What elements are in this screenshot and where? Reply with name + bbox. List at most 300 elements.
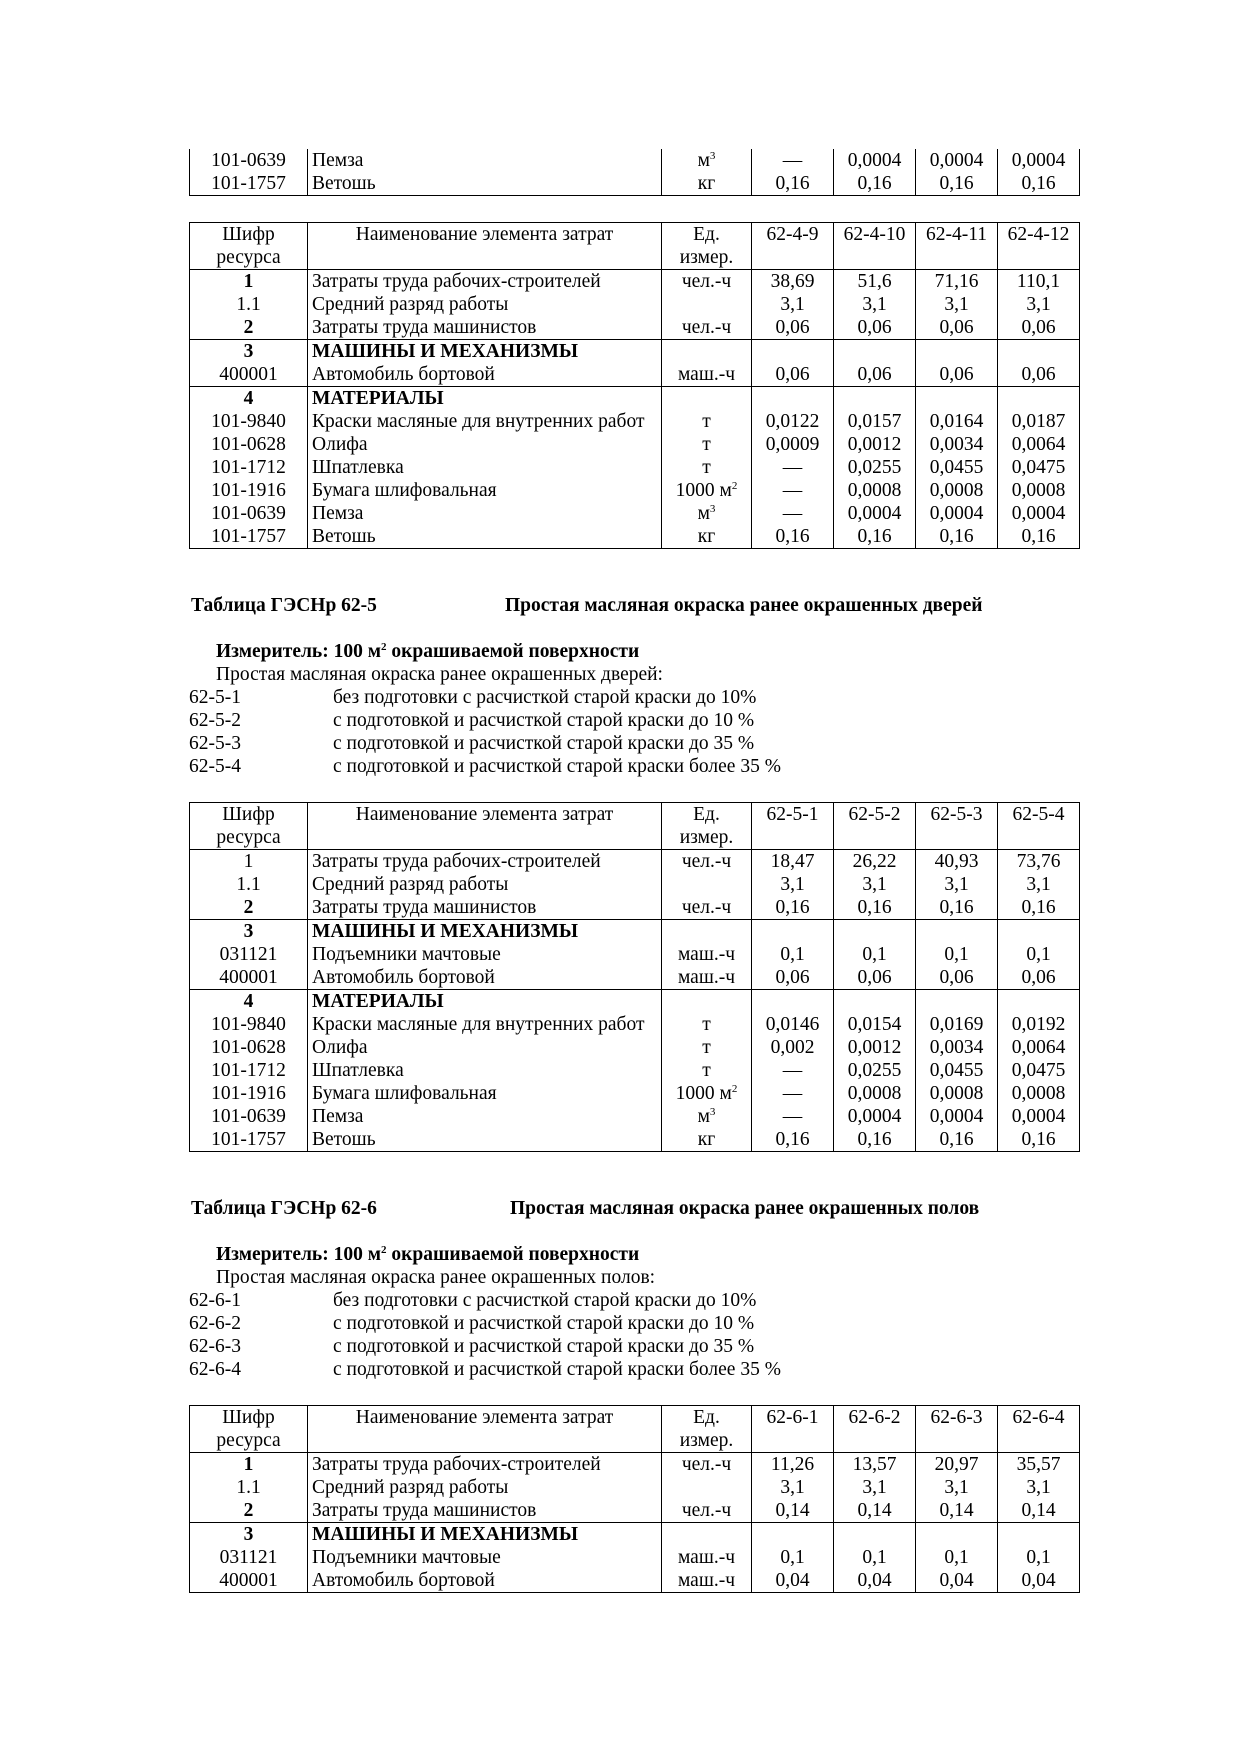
norm-value: 51,6 <box>834 270 916 294</box>
norm-value: 0,16 <box>752 525 834 549</box>
item-code: 62-6-3 <box>189 1336 241 1357</box>
empty-cell <box>834 920 916 944</box>
header-code <box>190 223 308 270</box>
cost-element-name: Средний разряд работы <box>308 1476 662 1499</box>
header-column-code: 62-4-9 <box>752 223 834 270</box>
norm-value: 0,16 <box>998 525 1080 549</box>
list-item <box>189 732 781 755</box>
norm-value: 0,0187 <box>998 410 1080 433</box>
table-row <box>190 149 1080 172</box>
item-text: без подготовки с расчисткой старой краски до 10% <box>333 1290 757 1311</box>
resource-code: 400001 <box>190 363 308 387</box>
norm-value: 3,1 <box>998 293 1080 316</box>
unit-text: чел.-ч <box>681 317 732 338</box>
norm-value: 0,0008 <box>834 479 916 502</box>
item-code: 62-6-4 <box>189 1359 241 1380</box>
cost-element-name: Шпатлевка <box>308 456 662 479</box>
norm-value: 38,69 <box>752 270 834 294</box>
cost-element-name: Пемза <box>308 1105 662 1128</box>
unit-cell <box>662 966 752 990</box>
unit-text: т <box>702 1037 711 1058</box>
norm-value: 0,06 <box>752 363 834 387</box>
header-column-code: 62-4-10 <box>834 223 916 270</box>
resource-code: 400001 <box>190 1569 308 1593</box>
resource-code: 3 <box>190 920 308 944</box>
empty-cell <box>662 1523 752 1547</box>
norm-value: 0,16 <box>916 525 998 549</box>
unit-text: маш.-ч <box>677 944 736 965</box>
unit-text: чел.-ч <box>681 1454 732 1475</box>
intro-62-5: Простая масляная окраска ранее окрашенных дверей: <box>216 664 663 685</box>
section-row <box>190 1523 1080 1547</box>
norm-value: 0,0004 <box>998 1105 1080 1128</box>
unit-cell <box>662 433 752 456</box>
norm-value: 0,16 <box>752 896 834 920</box>
norm-value: 0,06 <box>916 363 998 387</box>
cost-element-name: Средний разряд работы <box>308 873 662 896</box>
empty-cell <box>662 387 752 411</box>
resource-code: 2 <box>190 1499 308 1523</box>
empty-cell <box>662 340 752 364</box>
norm-value: 0,0475 <box>998 1059 1080 1082</box>
resource-code: 2 <box>190 316 308 340</box>
norm-value: 20,97 <box>916 1453 998 1477</box>
norm-value: 0,0064 <box>998 433 1080 456</box>
empty-cell <box>834 990 916 1014</box>
meter-sup: 2 <box>381 1244 387 1256</box>
norm-value: 3,1 <box>916 873 998 896</box>
meter-suffix: окрашиваемой поверхности <box>386 1244 640 1265</box>
norm-value: 0,0008 <box>998 479 1080 502</box>
cost-element-name: Затраты труда машинистов <box>308 316 662 340</box>
table-62-6-body <box>190 1406 1080 1593</box>
unit-cell <box>662 1128 752 1152</box>
unit-text: чел.-ч <box>681 851 732 872</box>
norm-value: 0,06 <box>834 363 916 387</box>
norm-value: 3,1 <box>752 1476 834 1499</box>
table-row <box>190 270 1080 294</box>
resource-code: 031121 <box>190 943 308 966</box>
norm-value: 13,57 <box>834 1453 916 1477</box>
norm-value: 0,06 <box>916 316 998 340</box>
norm-value: 0,1 <box>916 1546 998 1569</box>
table-row <box>190 433 1080 456</box>
table-row <box>190 1453 1080 1477</box>
norm-value: 0,06 <box>834 316 916 340</box>
empty-cell <box>834 1523 916 1547</box>
table-62-5-body <box>190 803 1080 1152</box>
resource-code: 101-0639 <box>190 149 308 172</box>
norm-value: 0,0008 <box>916 1082 998 1105</box>
empty-cell <box>998 1523 1080 1547</box>
norm-value: 0,16 <box>916 1128 998 1152</box>
cost-element-name: Ветошь <box>308 525 662 549</box>
list-item <box>189 1312 781 1335</box>
unit-text: чел.-ч <box>681 897 732 918</box>
items-62-5 <box>189 686 781 778</box>
unit-exponent: 2 <box>731 1083 738 1095</box>
section-row <box>190 920 1080 944</box>
resource-code: 101-9840 <box>190 410 308 433</box>
unit-exponent: 2 <box>731 480 738 492</box>
unit-text: маш.-ч <box>677 1570 736 1591</box>
norm-value: 0,1 <box>752 1546 834 1569</box>
unit-cell <box>662 1499 752 1523</box>
table-row <box>190 1128 1080 1152</box>
cost-element-name: Ветошь <box>308 172 662 196</box>
table-row <box>190 525 1080 549</box>
meter-62-6 <box>216 1243 639 1266</box>
norm-value: 0,06 <box>998 966 1080 990</box>
header-column-code: 62-6-1 <box>752 1406 834 1453</box>
table-row <box>190 410 1080 433</box>
resource-code: 1.1 <box>190 873 308 896</box>
table-row <box>190 1105 1080 1128</box>
unit-text: т <box>702 434 711 455</box>
resource-code: 4 <box>190 990 308 1014</box>
cost-element-name: Бумага шлифовальная <box>308 1082 662 1105</box>
norm-value: 0,0157 <box>834 410 916 433</box>
norm-value: 3,1 <box>998 1476 1080 1499</box>
norm-value: 0,06 <box>752 966 834 990</box>
norm-value: 35,57 <box>998 1453 1080 1477</box>
cost-element-name: Автомобиль бортовой <box>308 966 662 990</box>
unit-cell <box>662 410 752 433</box>
norm-value: 0,0455 <box>916 1059 998 1082</box>
norm-value: — <box>752 502 834 525</box>
norm-value: 0,0455 <box>916 456 998 479</box>
norm-value: 0,0004 <box>916 502 998 525</box>
norm-value: 0,16 <box>998 896 1080 920</box>
norm-value: 0,0475 <box>998 456 1080 479</box>
norm-value: 0,0004 <box>998 502 1080 525</box>
items-62-6 <box>189 1289 781 1381</box>
unit-text: кг <box>697 1129 716 1150</box>
cost-element-name: Олифа <box>308 433 662 456</box>
section-row <box>190 340 1080 364</box>
norm-value: 0,04 <box>916 1569 998 1593</box>
table-row <box>190 1013 1080 1036</box>
section-name: МАТЕРИАЛЫ <box>308 990 662 1014</box>
norm-value: 110,1 <box>998 270 1080 294</box>
table-row <box>190 1476 1080 1499</box>
cost-element-name: Средний разряд работы <box>308 293 662 316</box>
unit-text: 1000 м <box>675 480 732 501</box>
norm-value: 0,14 <box>752 1499 834 1523</box>
empty-cell <box>752 1523 834 1547</box>
norm-value: 18,47 <box>752 850 834 874</box>
header-column-code: 62-6-2 <box>834 1406 916 1453</box>
norm-value: — <box>752 149 834 172</box>
list-item <box>189 1289 781 1312</box>
unit-cell <box>662 1082 752 1105</box>
norm-value: 0,0004 <box>916 1105 998 1128</box>
norm-value: 0,0034 <box>916 433 998 456</box>
meter-sup: 2 <box>381 641 387 653</box>
norm-value: 0,16 <box>998 172 1080 196</box>
norm-value: 0,16 <box>916 896 998 920</box>
norm-value: 0,0004 <box>834 1105 916 1128</box>
empty-cell <box>998 387 1080 411</box>
item-text: с подготовкой и расчисткой старой краски до 35 % <box>333 1336 755 1357</box>
unit-cell <box>662 149 752 172</box>
header-column-code: 62-5-4 <box>998 803 1080 850</box>
resource-code: 1 <box>190 270 308 294</box>
cost-element-name: Краски масляные для внутренних работ <box>308 1013 662 1036</box>
cost-element-name: Бумага шлифовальная <box>308 479 662 502</box>
table-62-6-title: Простая масляная окраска ранее окрашенных полов <box>510 1198 980 1219</box>
resource-code: 1.1 <box>190 1476 308 1499</box>
section-name: МАТЕРИАЛЫ <box>308 387 662 411</box>
empty-cell <box>752 920 834 944</box>
empty-cell <box>752 387 834 411</box>
unit-text: чел.-ч <box>681 271 732 292</box>
norm-value: 0,0169 <box>916 1013 998 1036</box>
unit-cell <box>662 1569 752 1593</box>
empty-cell <box>998 340 1080 364</box>
resource-code: 1.1 <box>190 293 308 316</box>
item-text: без подготовки с расчисткой старой краски до 10% <box>333 687 757 708</box>
table-row <box>190 1546 1080 1569</box>
unit-text: маш.-ч <box>677 967 736 988</box>
norm-value: 0,0154 <box>834 1013 916 1036</box>
norm-value: 0,0004 <box>834 502 916 525</box>
unit-text: маш.-ч <box>677 364 736 385</box>
norm-value: 0,1 <box>998 943 1080 966</box>
empty-cell <box>998 990 1080 1014</box>
cost-element-name: Затраты труда рабочих-строителей <box>308 270 662 294</box>
header-unit: Ед. измер. <box>662 803 752 850</box>
section-row <box>190 990 1080 1014</box>
empty-cell <box>752 990 834 1014</box>
resource-code: 101-1712 <box>190 1059 308 1082</box>
norm-value: 0,04 <box>752 1569 834 1593</box>
norm-value: 0,0004 <box>834 149 916 172</box>
table-row <box>190 1082 1080 1105</box>
unit-text: кг <box>697 173 716 194</box>
unit-cell <box>662 850 752 874</box>
unit-text: кг <box>697 526 716 547</box>
norm-value: 0,06 <box>752 316 834 340</box>
norm-value: 0,04 <box>998 1569 1080 1593</box>
resource-code: 400001 <box>190 966 308 990</box>
item-text: с подготовкой и расчисткой старой краски более 35 % <box>333 1359 781 1380</box>
meter-prefix: Измеритель: 100 м <box>216 1244 382 1265</box>
norm-value: 3,1 <box>998 873 1080 896</box>
cost-element-name: Олифа <box>308 1036 662 1059</box>
unit-cell <box>662 525 752 549</box>
norm-value: 0,0012 <box>834 433 916 456</box>
empty-cell <box>916 340 998 364</box>
cost-element-name: Автомобиль бортовой <box>308 1569 662 1593</box>
table-row <box>190 363 1080 387</box>
resource-code: 101-0639 <box>190 502 308 525</box>
header-code-text: Шифр ресурса <box>216 224 281 268</box>
norm-value: 0,16 <box>752 1128 834 1152</box>
empty-cell <box>752 340 834 364</box>
header-column-code: 62-5-2 <box>834 803 916 850</box>
norm-value: 0,0008 <box>834 1082 916 1105</box>
table-row <box>190 172 1080 196</box>
empty-cell <box>916 1523 998 1547</box>
norm-value: 0,1 <box>834 1546 916 1569</box>
cost-element-name: Затраты труда машинистов <box>308 1499 662 1523</box>
resource-code: 3 <box>190 1523 308 1547</box>
resource-code: 031121 <box>190 1546 308 1569</box>
table-62-5-title: Простая масляная окраска ранее окрашенных дверей <box>505 595 983 616</box>
norm-value: 3,1 <box>834 1476 916 1499</box>
norm-value: 0,0009 <box>752 433 834 456</box>
empty-cell <box>998 920 1080 944</box>
norm-value: 0,0192 <box>998 1013 1080 1036</box>
table-row <box>190 850 1080 874</box>
empty-cell <box>834 340 916 364</box>
unit-text: м <box>697 1106 710 1127</box>
norm-value: — <box>752 456 834 479</box>
header-unit: Ед. измер. <box>662 1406 752 1453</box>
list-item <box>189 709 781 732</box>
unit-cell <box>662 1036 752 1059</box>
list-item <box>189 755 781 778</box>
section-name: МАШИНЫ И МЕХАНИЗМЫ <box>308 340 662 364</box>
resource-code: 101-1757 <box>190 1128 308 1152</box>
item-text: с подготовкой и расчисткой старой краски до 10 % <box>333 1313 755 1334</box>
norm-value: 0,16 <box>916 172 998 196</box>
unit-cell <box>662 896 752 920</box>
table-row <box>190 943 1080 966</box>
header-name: Наименование элемента затрат <box>308 223 662 270</box>
cost-element-name: Подъемники мачтовые <box>308 1546 662 1569</box>
norm-value: 0,14 <box>834 1499 916 1523</box>
header-column-code: 62-5-1 <box>752 803 834 850</box>
header-column-code: 62-5-3 <box>916 803 998 850</box>
table-62-6 <box>189 1405 1080 1593</box>
unit-text: т <box>702 1060 711 1081</box>
table-62-4-body <box>190 223 1080 549</box>
unit-text: т <box>702 411 711 432</box>
norm-value: — <box>752 1059 834 1082</box>
cost-element-name: Пемза <box>308 149 662 172</box>
norm-value: 71,16 <box>916 270 998 294</box>
norm-value: 3,1 <box>916 293 998 316</box>
resource-code: 101-1916 <box>190 1082 308 1105</box>
table-row <box>190 896 1080 920</box>
table-row <box>190 1499 1080 1523</box>
table-row <box>190 479 1080 502</box>
norm-value: 0,0034 <box>916 1036 998 1059</box>
unit-cell <box>662 456 752 479</box>
resource-code: 4 <box>190 387 308 411</box>
list-item <box>189 1358 781 1381</box>
unit-cell <box>662 1013 752 1036</box>
empty-cell <box>662 920 752 944</box>
norm-value: 3,1 <box>834 293 916 316</box>
cost-element-name: Подъемники мачтовые <box>308 943 662 966</box>
unit-exponent: 3 <box>709 503 716 515</box>
unit-cell <box>662 1105 752 1128</box>
header-name: Наименование элемента затрат <box>308 1406 662 1453</box>
norm-value: 40,93 <box>916 850 998 874</box>
unit-cell <box>662 270 752 294</box>
unit-cell <box>662 1546 752 1569</box>
intro-62-6: Простая масляная окраска ранее окрашенных полов: <box>216 1267 656 1288</box>
header-column-code: 62-6-3 <box>916 1406 998 1453</box>
section-name: МАШИНЫ И МЕХАНИЗМЫ <box>308 1523 662 1547</box>
header-column-code: 62-6-4 <box>998 1406 1080 1453</box>
item-code: 62-5-1 <box>189 687 241 708</box>
table-row <box>190 293 1080 316</box>
cost-element-name: Затраты труда машинистов <box>308 896 662 920</box>
table-row <box>190 316 1080 340</box>
table-row <box>190 1569 1080 1593</box>
item-text: с подготовкой и расчисткой старой краски до 10 % <box>333 710 755 731</box>
resource-code: 1 <box>190 1453 308 1477</box>
header-code-text: Шифр ресурса <box>216 1407 281 1451</box>
norm-value: — <box>752 479 834 502</box>
cost-element-name: Затраты труда рабочих-строителей <box>308 850 662 874</box>
unit-text: 1000 м <box>675 1083 732 1104</box>
norm-value: 11,26 <box>752 1453 834 1477</box>
norm-value: 0,16 <box>998 1128 1080 1152</box>
norm-value: 0,1 <box>834 943 916 966</box>
norm-value: 0,0255 <box>834 1059 916 1082</box>
item-text: с подготовкой и расчисткой старой краски более 35 % <box>333 756 781 777</box>
header-column-code: 62-4-12 <box>998 223 1080 270</box>
norm-value: 3,1 <box>834 873 916 896</box>
table-62-5-label: Таблица ГЭСНр 62-5 <box>191 595 377 616</box>
norm-value: 26,22 <box>834 850 916 874</box>
norm-value: 0,06 <box>834 966 916 990</box>
item-code: 62-5-2 <box>189 710 241 731</box>
unit-cell <box>662 293 752 316</box>
resource-code: 1 <box>190 850 308 874</box>
norm-value: 3,1 <box>752 873 834 896</box>
norm-value: — <box>752 1082 834 1105</box>
unit-cell <box>662 943 752 966</box>
unit-cell <box>662 873 752 896</box>
header-unit: Ед. измер. <box>662 223 752 270</box>
table-row <box>190 1059 1080 1082</box>
unit-text: м <box>697 503 710 524</box>
resource-code: 3 <box>190 340 308 364</box>
cost-element-name: Автомобиль бортовой <box>308 363 662 387</box>
empty-cell <box>916 920 998 944</box>
table-row <box>190 966 1080 990</box>
norm-value: 0,04 <box>834 1569 916 1593</box>
table-62-4 <box>189 222 1080 549</box>
header-row <box>190 223 1080 270</box>
norm-value: 0,0122 <box>752 410 834 433</box>
norm-value: 0,16 <box>834 525 916 549</box>
table-row <box>190 502 1080 525</box>
table-row <box>190 873 1080 896</box>
norm-value: 0,002 <box>752 1036 834 1059</box>
unit-cell <box>662 172 752 196</box>
norm-value: 0,1 <box>752 943 834 966</box>
norm-value: 0,06 <box>916 966 998 990</box>
norm-value: 3,1 <box>916 1476 998 1499</box>
resource-code: 2 <box>190 896 308 920</box>
norm-value: 0,0008 <box>998 1082 1080 1105</box>
meter-prefix: Измеритель: 100 м <box>216 641 382 662</box>
unit-cell <box>662 363 752 387</box>
header-row <box>190 803 1080 850</box>
top-fragment-body <box>190 149 1080 196</box>
unit-cell <box>662 316 752 340</box>
table-62-5 <box>189 802 1080 1152</box>
norm-value: 0,16 <box>752 172 834 196</box>
cost-element-name: Краски масляные для внутренних работ <box>308 410 662 433</box>
